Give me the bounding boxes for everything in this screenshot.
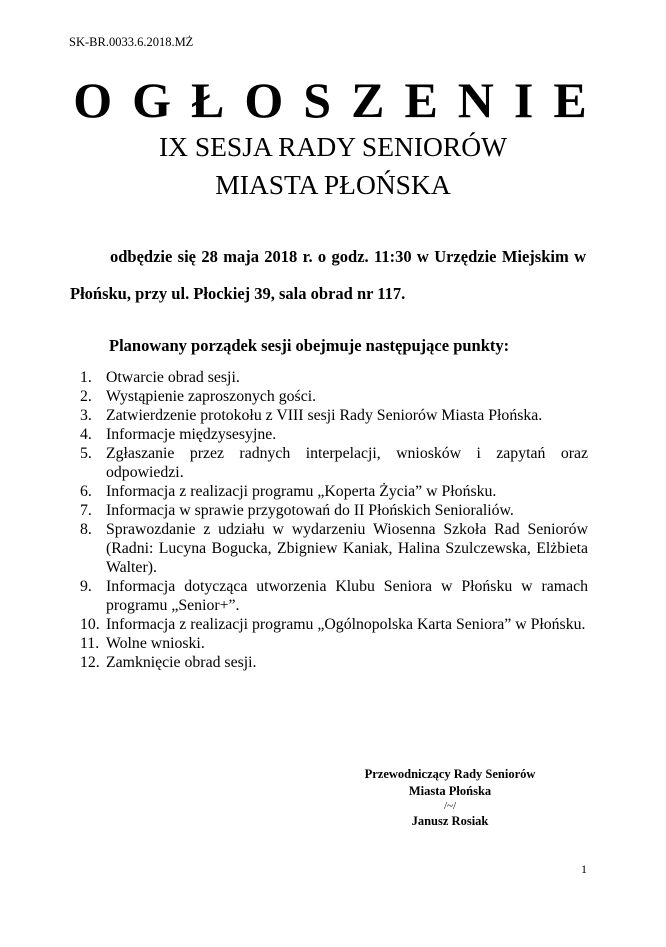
- list-item: [80, 577, 588, 615]
- list-item: [80, 634, 588, 653]
- signature-block: [330, 766, 570, 830]
- agenda-heading: Planowany porządek sesji obejmuje następujące punkty:: [109, 336, 510, 355]
- item-number: 10.: [80, 616, 100, 633]
- session-title: IX SESJA RADY SENIORÓW: [158, 131, 508, 162]
- item-text: Zamknięcie obrad sesji.: [106, 654, 257, 671]
- list-item: [80, 444, 588, 482]
- item-number: 8.: [80, 521, 92, 538]
- item-text: Informacje międzysesyjne.: [106, 426, 277, 443]
- page-number: 1: [581, 862, 587, 876]
- agenda-list: [80, 368, 588, 672]
- item-text: Informacja w sprawie przygotowań do II Płońskich Senioraliów.: [106, 502, 514, 519]
- item-text: Wystąpienie zaproszonych gości.: [106, 388, 317, 405]
- announcement-title: OGŁOSZENIE: [73, 72, 607, 128]
- item-number: 4.: [80, 426, 92, 443]
- item-text: Otwarcie obrad sesji.: [106, 369, 240, 386]
- list-item: [80, 387, 588, 406]
- item-text: Sprawozdanie z udziału w wydarzeniu Wiosenna Szkoła Rad Seniorów (Radni: Lucyna Bogucka, Zbigniew Kaniak, Halina Szulczewska, Elżbieta Walter).: [106, 521, 588, 576]
- item-text: Zgłaszanie przez radnych interpelacji, wniosków i zapytań oraz odpowiedzi.: [106, 445, 588, 481]
- signature-role: Przewodniczący Rady Seniorów: [364, 767, 536, 781]
- signature-mark: /~/: [443, 800, 457, 812]
- list-item: [80, 615, 588, 634]
- list-item: [80, 368, 588, 387]
- document-reference: SK-BR.0033.6.2018.MŻ: [69, 35, 194, 49]
- session-details: odbędzie się 28 maja 2018 r. o godz. 11:30 w Urzędzie Miejskim w Płońsku, przy ul. Płockiej 39, sala obrad nr 117.: [70, 247, 586, 303]
- list-item: [80, 501, 588, 520]
- item-number: 1.: [80, 369, 92, 386]
- item-text: Wolne wnioski.: [106, 635, 205, 652]
- list-item: [80, 520, 588, 577]
- signature-name: Janusz Rosiak: [411, 814, 489, 828]
- item-number: 2.: [80, 388, 92, 405]
- item-number: 5.: [80, 445, 92, 462]
- list-item: [80, 406, 588, 425]
- signature-institution: Miasta Płońska: [408, 783, 492, 798]
- list-item: [80, 425, 588, 444]
- item-text: Zatwierdzenie protokołu z VIII sesji Rady Seniorów Miasta Płońska.: [106, 407, 543, 424]
- item-number: 11.: [80, 635, 100, 652]
- item-number: 7.: [80, 502, 92, 519]
- item-text: Informacja z realizacji programu „Ogólnopolska Karta Seniora” w Płońsku.: [106, 616, 586, 633]
- list-item: [80, 653, 588, 672]
- item-number: 12.: [80, 654, 100, 671]
- list-item: [80, 482, 588, 501]
- city-title: MIASTA PŁOŃSKA: [215, 169, 451, 200]
- item-text: Informacja dotycząca utworzenia Klubu Seniora w Płońsku w ramach programu „Senior+”.: [106, 578, 588, 614]
- item-text: Informacja z realizacji programu „Koperta Życia” w Płońsku.: [106, 483, 497, 500]
- item-number: 6.: [80, 483, 92, 500]
- item-number: 3.: [80, 407, 92, 424]
- item-number: 9.: [80, 578, 92, 595]
